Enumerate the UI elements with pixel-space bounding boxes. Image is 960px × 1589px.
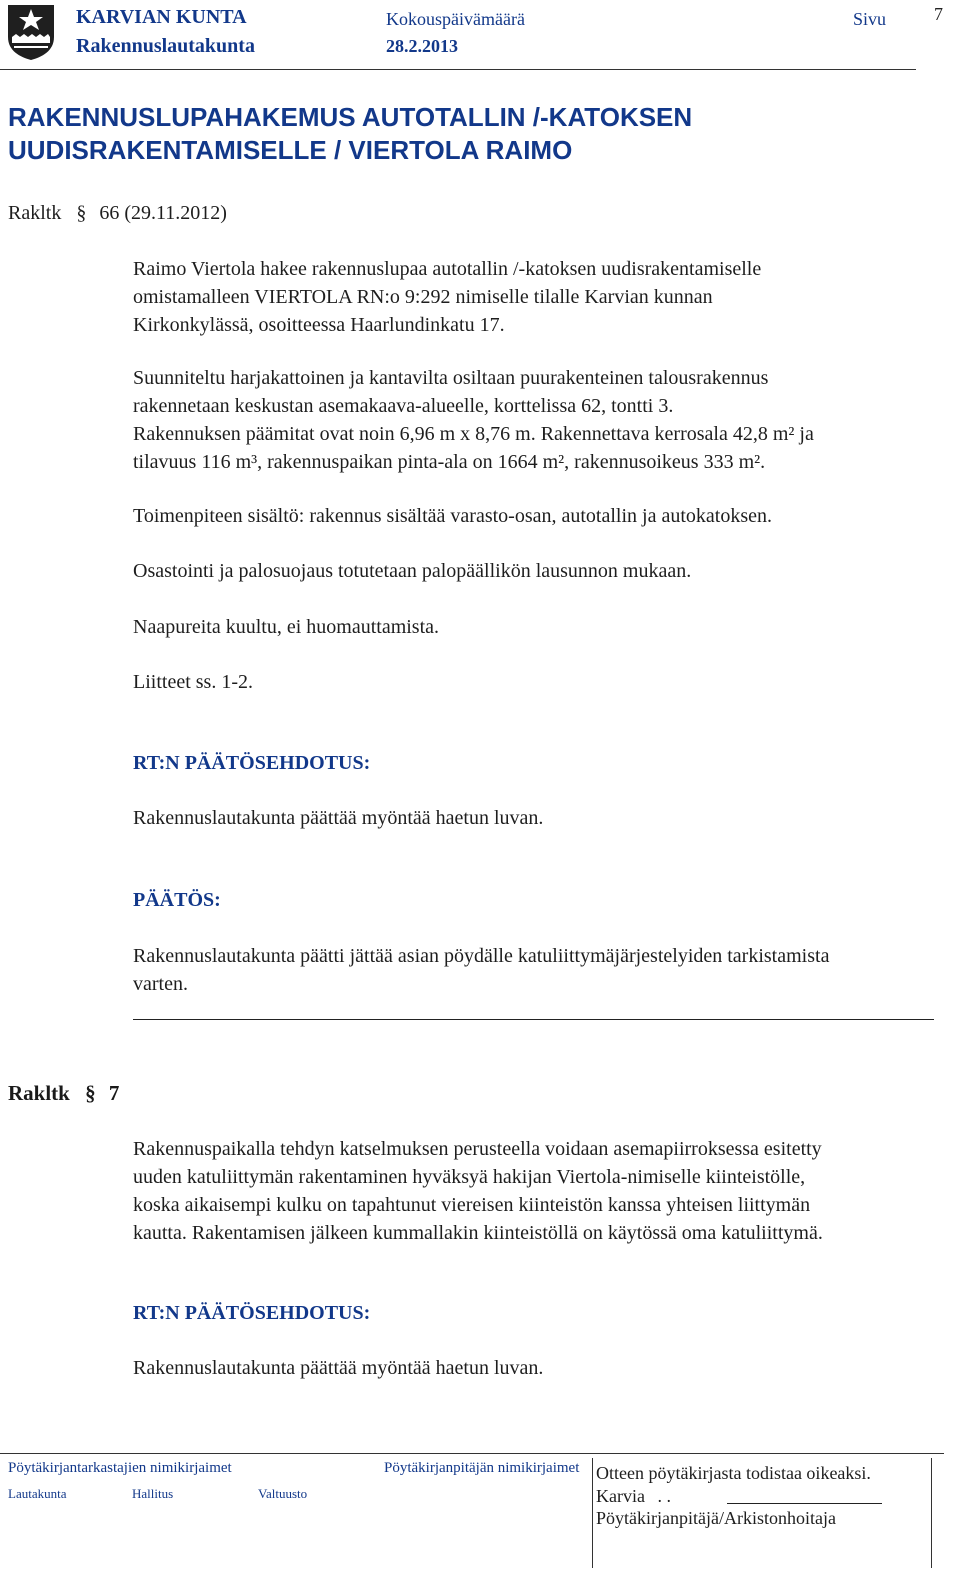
paragraph-contents: Toimenpiteen sisältö: rakennus sisältää varasto-osan, autotallin ja autokatoksen. [133,505,772,527]
text-line: Rakennuksen päämitat ovat noin 6,96 m x 8,76 m. Rakennettava kerrosala 42,8 m² ja [133,423,814,445]
text-line: tilavuus 116 m³, rakennuspaikan pinta-ala on 1664 m², rakennusoikeus 333 m². [133,451,766,473]
footer-divider [0,1453,944,1454]
place-dots: . . [657,1486,671,1506]
text-line: Raimo Viertola hakee rakennuslupaa autotallin /-katoksen uudisrakentamiselle [133,258,762,280]
municipal-crest-icon [6,3,56,61]
proposal-text: Rakennuslautakunta päättää myöntää haetun luvan. [133,807,544,829]
paragraph-fire-safety: Osastointi ja palosuojaus totutetaan palopäällikön lausunnon mukaan. [133,560,692,582]
header-divider [0,69,916,70]
board-name: Rakennuslautakunta [76,35,255,57]
section-number: 7 [108,1081,120,1105]
paragraph-attachments: Liitteet ss. 1-2. [133,671,253,693]
reference-label: Rakltk [8,202,62,224]
text-line: kautta. Rakentamisen jälkeen kummallakin kiinteistöllä on käytössä oma katuliittymä. [133,1222,823,1244]
document-title-line-1: RAKENNUSLUPAHAKEMUS AUTOTALLIN /-KATOKSEN [8,102,693,132]
signature-line [727,1503,882,1504]
paragraph-neighbours: Naapureita kuultu, ei huomauttamista. [133,616,440,638]
paragraph-building-details [133,364,948,476]
section-sign: § [76,202,87,224]
text-line: rakennetaan keskustan asemakaava-alueelle, korttelissa 62, tontti 3. [133,395,674,417]
text-line: uuden katuliittymän rakentaminen hyväksyä hakijan Viertola-nimiselle kiinteistölle, [133,1166,806,1188]
decision-text [133,942,948,998]
meeting-date-label: Kokouspäivämäärä [386,9,525,29]
proposal-text: Rakennuslautakunta päättää myöntää haetun luvan. [133,1357,544,1379]
decision-heading: PÄÄTÖS: [133,889,221,911]
text-line: koska aikaisempi kulku on tapahtunut viereisen kiinteistön kanssa yhteisen liittymän [133,1194,811,1216]
reference-value: 66 (29.11.2012) [99,202,227,224]
keeper-initials-label: Pöytäkirjanpitäjän nimikirjaimet [384,1460,580,1476]
meeting-date-value: 28.2.2013 [386,36,458,56]
organization-name: KARVIAN KUNTA [76,6,247,28]
text-line: varten. [133,973,188,995]
section-sign: § [85,1081,96,1105]
section-label: Rakltk [8,1081,70,1105]
checkers-initials-label: Pöytäkirjantarkastajien nimikirjaimet [8,1460,232,1476]
page-label: Sivu [853,9,887,29]
place-name: Karvia [596,1486,645,1506]
page-number: 7 [934,4,943,24]
document-title-line-2: UUDISRAKENTAMISELLE / VIERTOLA RAIMO [8,135,573,165]
certification-place [596,1485,671,1507]
text-line: omistamalleen VIERTOLA RN:o 9:292 nimiselle tilalle Karvian kunnan [133,286,713,308]
text-line: Rakennuslautakunta päätti jättää asian pöydälle katuliittymäjärjestelyiden tarkistamista [133,945,830,967]
proposal-heading: RT:N PÄÄTÖSEHDOTUS: [133,1302,371,1324]
certification-line: Otteen pöytäkirjasta todistaa oikeaksi. [596,1463,871,1483]
text-line: Kirkonkylässä, osoitteessa Haarlundinkatu 17. [133,314,505,336]
reference-line [8,199,227,227]
footer-column-council: Valtuusto [258,1486,308,1501]
paragraph-application [133,255,948,339]
footer-column-government: Hallitus [132,1486,174,1501]
text-line: Rakennuspaikalla tehdyn katselmuksen perusteella voidaan asemapiirroksessa esitetty [133,1138,822,1160]
footer-column-board: Lautakunta [8,1486,67,1501]
section-heading [8,1079,119,1107]
signer-title: Pöytäkirjanpitäjä/Arkistonhoitaja [596,1508,836,1528]
section-separator [133,1019,934,1020]
proposal-heading: RT:N PÄÄTÖSEHDOTUS: [133,752,371,774]
paragraph-inspection [133,1135,948,1247]
text-line: Suunniteltu harjakattoinen ja kantavilta osiltaan puurakenteinen talousrakennus [133,367,769,389]
